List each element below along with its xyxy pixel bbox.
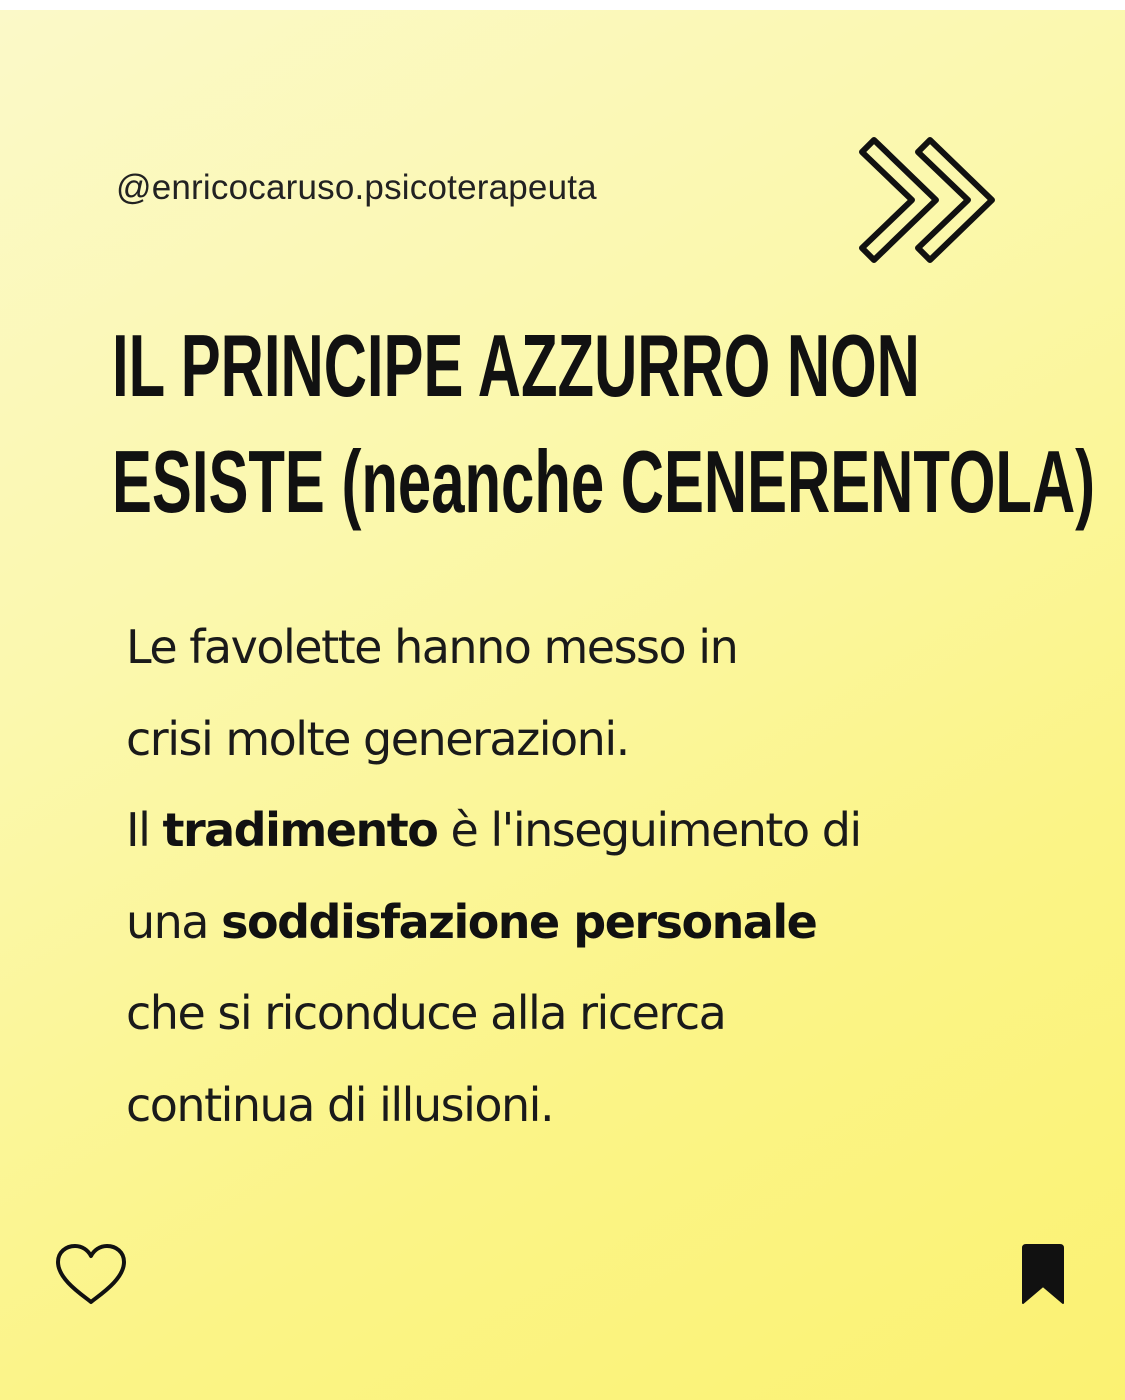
body-text: una bbox=[126, 894, 222, 949]
post-card bbox=[0, 10, 1125, 1400]
body-text: Il bbox=[126, 803, 163, 857]
author-handle: @enricocaruso.psicoterapeuta bbox=[116, 168, 597, 207]
post-title bbox=[112, 308, 1096, 540]
body-line: Le favolette hanno messo in bbox=[126, 620, 738, 674]
post-title-line: IL PRINCIPE AZZURRO NON bbox=[112, 316, 920, 415]
body-highlight: soddisfazione personale bbox=[221, 894, 817, 949]
heart-outline-icon[interactable] bbox=[54, 1242, 128, 1306]
double-chevron-right-icon bbox=[852, 134, 1007, 266]
post-body bbox=[126, 602, 861, 1151]
bookmark-filled-icon[interactable] bbox=[1020, 1242, 1066, 1306]
body-line: continua di illusioni. bbox=[126, 1077, 554, 1132]
body-line bbox=[126, 785, 861, 877]
body-line: che si riconduce alla ricerca bbox=[126, 986, 726, 1040]
post-title-line: ESISTE (neanche CENERENTOLA) bbox=[112, 432, 1096, 531]
body-highlight: tradimento bbox=[162, 803, 438, 857]
body-line bbox=[126, 877, 861, 969]
body-line: crisi molte generazioni. bbox=[126, 711, 629, 766]
body-text: è l'inseguimento di bbox=[437, 803, 861, 857]
